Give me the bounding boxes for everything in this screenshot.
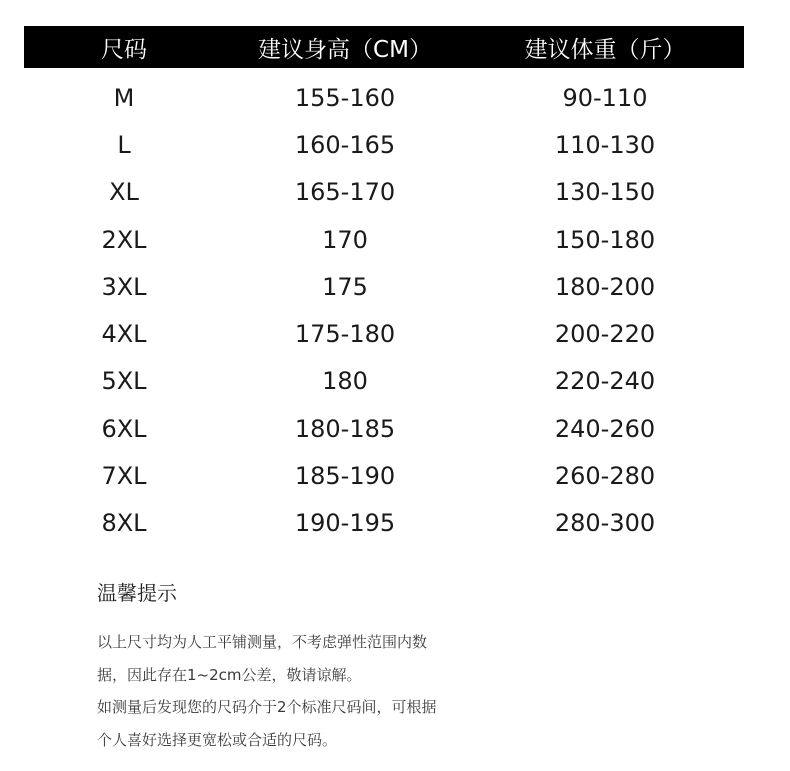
table-body	[24, 68, 744, 547]
height-cell: 180	[322, 367, 368, 396]
height-cell: 185-190	[294, 462, 396, 491]
tips-text-line: 如测量后发现您的尺码介于2个标准尺码间，可根据	[97, 698, 437, 716]
tips-section	[97, 578, 737, 756]
table-row	[24, 358, 744, 405]
weight-cell: 130-150	[554, 178, 656, 207]
height-cell: 160-165	[294, 130, 396, 159]
size-cell: 3XL	[101, 272, 147, 301]
tips-text-line: 据，因此存在1~2cm公差，敬请谅解。	[97, 665, 362, 684]
height-cell: 190-195	[294, 509, 396, 538]
size-cell: 8XL	[101, 509, 147, 538]
size-cell: 4XL	[101, 320, 147, 349]
header-height: 建议身高（CM）	[258, 36, 432, 63]
weight-cell: 280-300	[554, 509, 656, 538]
size-cell: 5XL	[101, 367, 147, 396]
table-row	[24, 74, 744, 121]
table-row	[24, 216, 744, 263]
size-cell: L	[117, 130, 131, 159]
height-cell: 175-180	[294, 320, 396, 349]
tips-title: 温馨提示	[97, 581, 177, 605]
weight-cell: 150-180	[554, 225, 656, 254]
size-cell: M	[113, 83, 135, 112]
weight-cell: 90-110	[562, 83, 648, 112]
weight-cell: 200-220	[554, 320, 656, 349]
weight-cell: 260-280	[554, 462, 656, 491]
header-weight: 建议体重（斤）	[524, 36, 686, 63]
tips-text-line: 个人喜好选择更宽松或合适的尺码。	[97, 730, 338, 749]
height-cell: 165-170	[294, 178, 396, 207]
table-row	[24, 310, 744, 357]
size-cell: 7XL	[101, 462, 147, 491]
weight-cell: 240-260	[554, 414, 656, 443]
weight-cell: 110-130	[554, 130, 656, 159]
height-cell: 180-185	[294, 414, 396, 443]
size-cell: XL	[109, 178, 139, 207]
table-row	[24, 500, 744, 547]
size-cell: 2XL	[101, 225, 147, 254]
table-header-row	[24, 26, 744, 68]
weight-cell: 180-200	[554, 272, 656, 301]
size-chart-table	[24, 26, 744, 547]
height-cell: 155-160	[294, 83, 396, 112]
table-row	[24, 169, 744, 216]
table-row	[24, 452, 744, 499]
size-cell: 6XL	[101, 414, 147, 443]
tips-text-line: 以上尺寸均为人工平铺测量，不考虑弹性范围内数	[97, 633, 428, 651]
header-size: 尺码	[101, 36, 147, 63]
table-row	[24, 263, 744, 310]
height-cell: 175	[322, 272, 368, 301]
table-row	[24, 121, 744, 168]
table-row	[24, 405, 744, 452]
height-cell: 170	[322, 225, 368, 254]
weight-cell: 220-240	[554, 367, 656, 396]
